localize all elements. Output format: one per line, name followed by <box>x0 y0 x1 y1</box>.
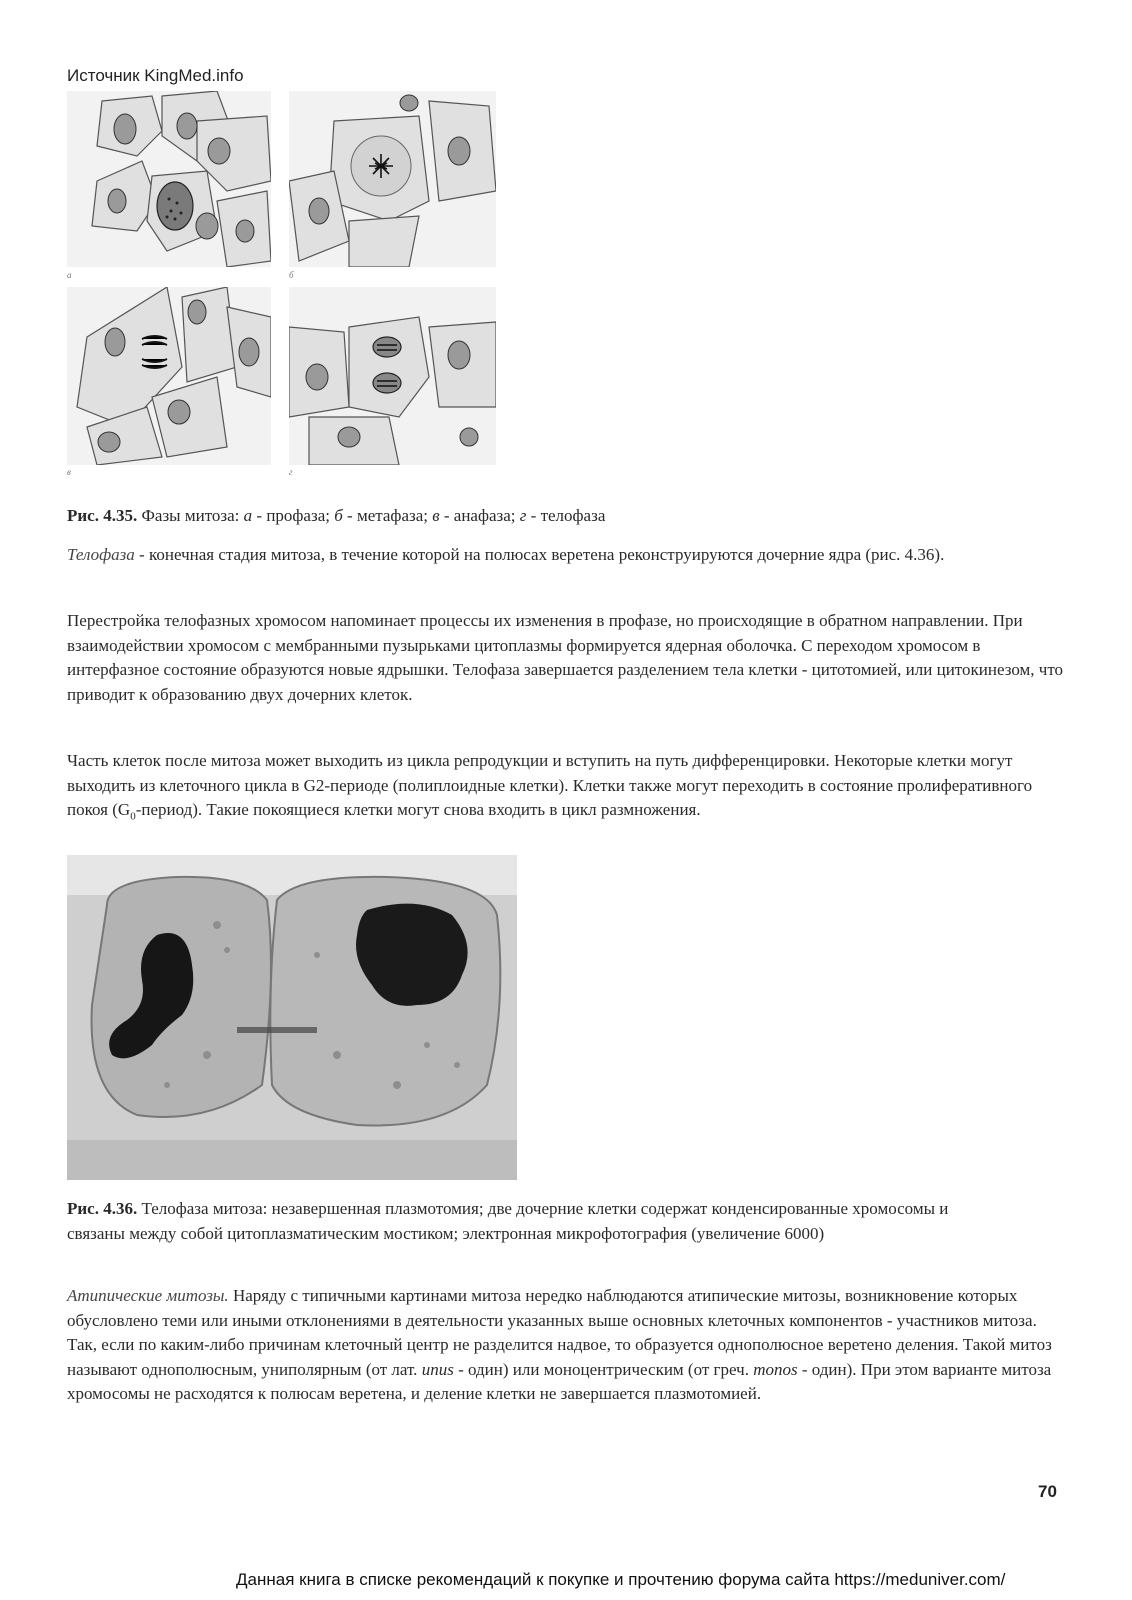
figure-panel-anaphase <box>67 287 271 465</box>
paragraph-cell-cycle-exit <box>67 749 1067 829</box>
paragraph-atypical-mitoses <box>67 1284 1067 1407</box>
figure-panel-telophase <box>289 287 496 465</box>
caption-letter-d: г <box>519 506 527 525</box>
caption-letter-b: б <box>334 506 343 525</box>
footer-recommendation: Данная книга в списке рекомендаций к покупке и прочтению форума сайта https://meduniver.com/ <box>236 1570 1006 1589</box>
caption-anaphase: - анафаза; <box>439 506 520 525</box>
telophase-micrograph <box>67 855 517 1180</box>
term-telophase: Телофаза <box>67 545 135 564</box>
figure-436-text: Телофаза митоза: незавершенная плазмотомия; две дочерние клетки содержат конденсированные хромосомы и связаны между собой цитоплазматическим мостиком; электронная микрофотография (увеличение 6000) <box>67 1199 949 1243</box>
figure-435-lead: Фазы митоза: <box>137 506 244 525</box>
panel-label-a: а <box>67 270 72 280</box>
panel-label-b: б <box>289 270 294 280</box>
atypical-text-c: - один). При этом варианте митоза хромосомы не расходятся к полюсам веретена, и деление клетки не завершается плазмотомией. <box>67 1359 1052 1403</box>
greek-word: monos <box>753 1359 798 1379</box>
page-number: 70 <box>1038 1482 1057 1501</box>
figure-436-number: Рис. 4.36. <box>67 1199 138 1218</box>
anaphase-drawing <box>67 287 271 465</box>
paragraph-cell-cycle-exit-a: Часть клеток после митоза может выходить из цикла репродукции и вступить на путь дифференцировки. Некоторые клетки могут выходить из клеточного цикла в G2-периоде (полиплоидные клетки). Клетки также могут переходить в состояние пролиферативного покоя (G <box>67 751 1033 819</box>
atypical-text-a: Наряду с типичными картинами митоза нередко наблюдаются атипические митозы, возникновение которых обусловлено теми или иными отклонениями в деятельности указанных выше основных клеточных компонентов - участников митоза. Так, если по каким-либо причинам клеточный центр не разделится надвое, то образуется однополюсное веретено деления. Такой митоз называют однополюсным, униполярным (от лат. <box>67 1286 1052 1379</box>
caption-letter-c: в <box>432 506 440 525</box>
source-header: Источник KingMed.info <box>67 66 244 85</box>
prophase-drawing <box>67 91 271 267</box>
figure-436-caption <box>67 1197 997 1246</box>
caption-letter-a: а <box>243 506 253 525</box>
electron-micrograph <box>67 855 517 1180</box>
figure-435-caption <box>67 504 605 528</box>
figure-panel-prophase <box>67 91 271 267</box>
telophase-drawing <box>289 287 496 465</box>
figure-435-number: Рис. 4.35. <box>67 506 138 525</box>
term-atypical-mitoses: Атипические митозы. <box>67 1286 229 1305</box>
paragraph-telophase <box>67 543 1067 568</box>
paragraph-cell-cycle-exit-b: -период). Такие покоящиеся клетки могут снова входить в цикл размножения. <box>135 800 701 819</box>
caption-metaphase: - метафаза; <box>342 506 433 525</box>
figure-panel-metaphase <box>289 91 496 267</box>
g0-subscript: 0 <box>130 810 136 823</box>
panel-label-d: г <box>289 467 293 477</box>
atypical-text-b: - один) или моноцентрическим (от греч. <box>453 1359 754 1379</box>
metaphase-drawing <box>289 91 496 267</box>
caption-telophase: - телофаза <box>526 506 606 525</box>
latin-word: unus <box>421 1359 454 1379</box>
paragraph-chromosome-restructuring: Перестройка телофазных хромосом напоминает процессы их изменения в профазе, но происходящие в обратном направлении. При взаимодействии хромосом с мембранными пузырьками цитоплазмы формируется ядерная оболочка. С переходом хромосом в интерфазное состояние образуются новые ядрышки. Телофаза завершается разделением тела клетки - цитотомией, или цитокинезом, что приводит к образованию двух дочерних клеток. <box>67 611 1064 704</box>
caption-prophase: - профаза; <box>252 506 335 525</box>
panel-label-c: в <box>67 467 71 477</box>
paragraph-telophase-text: - конечная стадия митоза, в течение которой на полюсах веретена реконструируются дочерние ядра (рис. 4.36). <box>134 545 945 564</box>
